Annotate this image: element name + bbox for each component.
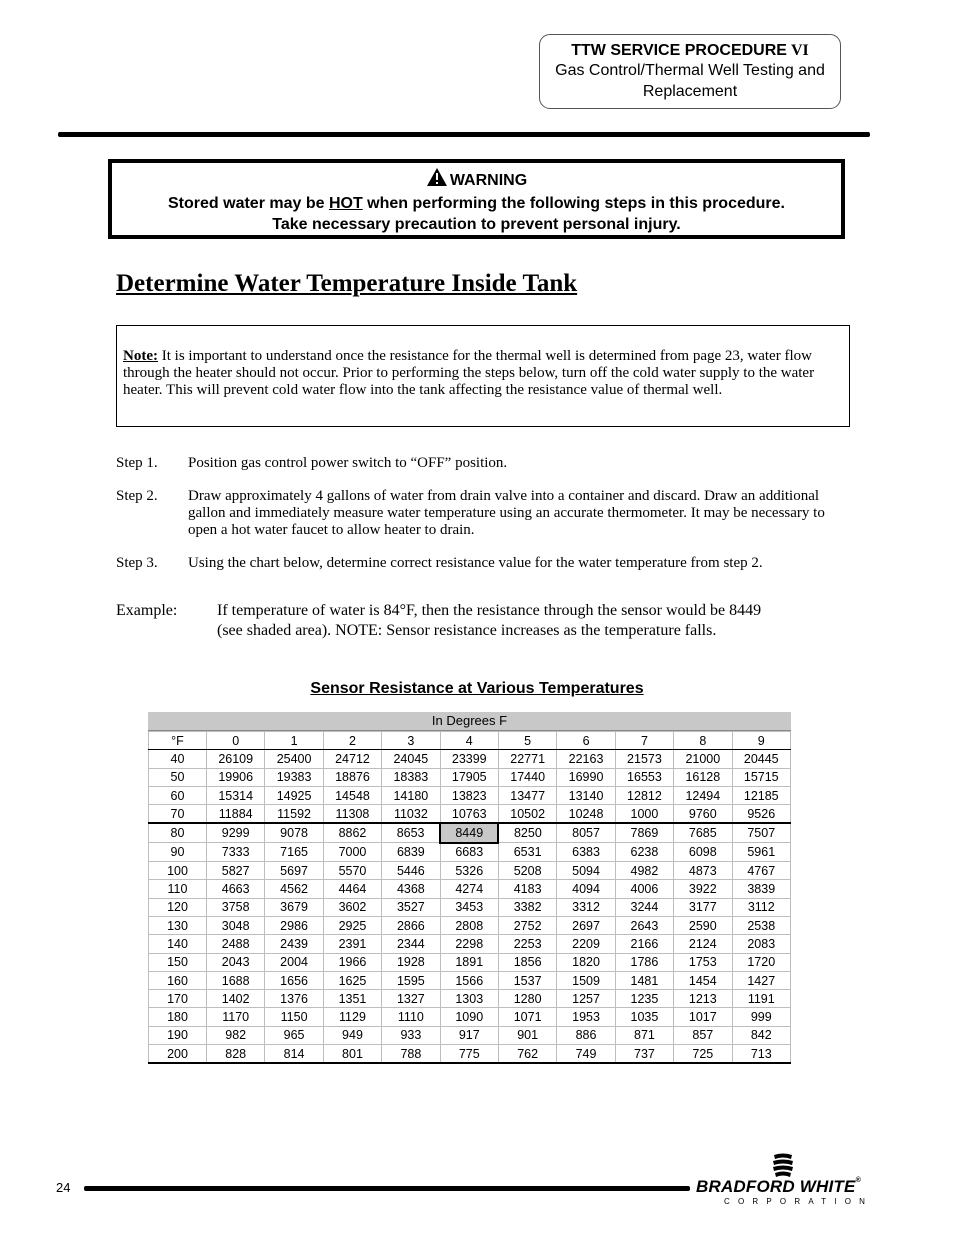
resistance-cell: 999: [732, 1008, 790, 1026]
table-row: [149, 843, 791, 862]
resistance-cell: 1035: [615, 1008, 673, 1026]
resistance-cell: 14548: [323, 786, 381, 804]
resistance-cell: 4873: [674, 862, 732, 880]
table-header-cell: 7: [615, 732, 673, 750]
resistance-cell: 2439: [265, 935, 323, 953]
warning-box: [108, 159, 845, 239]
resistance-cell: 1537: [498, 971, 556, 989]
resistance-cell: 1625: [323, 971, 381, 989]
resistance-cell: 22163: [557, 750, 615, 768]
resistance-cell: 933: [382, 1026, 440, 1044]
resistance-cell: 2124: [674, 935, 732, 953]
resistance-cell: 1566: [440, 971, 498, 989]
resistance-cell: 13477: [498, 786, 556, 804]
resistance-cell: 8653: [382, 823, 440, 842]
resistance-cell: 3922: [674, 880, 732, 898]
resistance-cell: 4094: [557, 880, 615, 898]
resistance-cell: 1170: [207, 1008, 265, 1026]
page-heading: Determine Water Temperature Inside Tank: [116, 270, 578, 297]
resistance-cell: 713: [732, 1045, 790, 1064]
logo-mark-icon: [770, 1152, 796, 1178]
table-row: [149, 953, 791, 971]
top-divider: [58, 132, 870, 137]
resistance-cell: 6839: [382, 843, 440, 862]
resistance-cell: 17440: [498, 768, 556, 786]
resistance-cell: 6683: [440, 843, 498, 862]
resistance-cell: 2083: [732, 935, 790, 953]
resistance-cell: 1595: [382, 971, 440, 989]
temperature-cell: 150: [149, 953, 207, 971]
resistance-cell: 3758: [207, 898, 265, 916]
table-caption: In Degrees F: [148, 712, 791, 731]
resistance-cell: 1402: [207, 990, 265, 1008]
resistance-cell: 13823: [440, 786, 498, 804]
resistance-cell: 1257: [557, 990, 615, 1008]
resistance-cell: 1720: [732, 953, 790, 971]
resistance-cell: 25400: [265, 750, 323, 768]
resistance-cell: 2925: [323, 916, 381, 934]
table-row: [149, 880, 791, 898]
temperature-cell: 120: [149, 898, 207, 916]
resistance-cell: 10248: [557, 805, 615, 824]
resistance-cell: 2004: [265, 953, 323, 971]
resistance-cell: 11884: [207, 805, 265, 824]
resistance-cell: 6098: [674, 843, 732, 862]
table-row: [149, 768, 791, 786]
resistance-cell: 1235: [615, 990, 673, 1008]
resistance-cell: 917: [440, 1026, 498, 1044]
example-text: If temperature of water is 84°F, then the resistance through the sensor would be 8449 (see shaded area). NOTE: Sensor resistance increases as the temperature falls.: [217, 602, 762, 639]
step-number: Step 1.: [116, 455, 158, 471]
resistance-cell: 1820: [557, 953, 615, 971]
resistance-cell: 1110: [382, 1008, 440, 1026]
resistance-cell: 9760: [674, 805, 732, 824]
resistance-cell: 762: [498, 1045, 556, 1064]
resistance-cell: 3048: [207, 916, 265, 934]
resistance-grid: [148, 731, 791, 1064]
resistance-cell: 5570: [323, 862, 381, 880]
resistance-cell: 20445: [732, 750, 790, 768]
resistance-cell: 18383: [382, 768, 440, 786]
resistance-cell: 26109: [207, 750, 265, 768]
resistance-cell: 1327: [382, 990, 440, 1008]
resistance-cell: 2166: [615, 935, 673, 953]
resistance-cell: 21573: [615, 750, 673, 768]
resistance-cell: 15314: [207, 786, 265, 804]
bradford-white-logo: [696, 1152, 876, 1210]
resistance-cell: 4368: [382, 880, 440, 898]
table-row: [149, 823, 791, 842]
temperature-cell: 100: [149, 862, 207, 880]
resistance-cell: 7869: [615, 823, 673, 842]
table-row: [149, 786, 791, 804]
table-header-cell: 3: [382, 732, 440, 750]
resistance-cell: 12185: [732, 786, 790, 804]
temperature-cell: 60: [149, 786, 207, 804]
resistance-cell: 8057: [557, 823, 615, 842]
warning-icon: [426, 167, 448, 193]
step-text: Draw approximately 4 gallons of water from drain valve into a container and discard. Draw an additional gallon and immediately measure water temperature using an accurate thermometer. It may be necessary to open a hot water faucet to allow heater to drain.: [188, 488, 825, 538]
resistance-cell: 1753: [674, 953, 732, 971]
resistance-cell: 1953: [557, 1008, 615, 1026]
table-header-cell: 0: [207, 732, 265, 750]
step-number: Step 2.: [116, 488, 158, 504]
temperature-cell: 40: [149, 750, 207, 768]
page-number: 24: [56, 1180, 71, 1195]
resistance-cell: 9078: [265, 823, 323, 842]
table-row: [149, 916, 791, 934]
temperature-cell: 170: [149, 990, 207, 1008]
temperature-cell: 200: [149, 1045, 207, 1064]
table-header-cell: 5: [498, 732, 556, 750]
table-header-cell: 2: [323, 732, 381, 750]
resistance-cell: 3527: [382, 898, 440, 916]
resistance-cell: 7165: [265, 843, 323, 862]
resistance-cell: 12812: [615, 786, 673, 804]
resistance-cell: 16990: [557, 768, 615, 786]
resistance-cell: 11032: [382, 805, 440, 824]
resistance-cell: 9299: [207, 823, 265, 842]
shaded-resistance-cell: 8449: [440, 823, 498, 842]
resistance-cell: 775: [440, 1045, 498, 1064]
table-row: [149, 935, 791, 953]
temperature-cell: 160: [149, 971, 207, 989]
resistance-cell: 9526: [732, 805, 790, 824]
resistance-cell: 24045: [382, 750, 440, 768]
warning-label: WARNING: [449, 172, 528, 189]
resistance-table: [148, 712, 791, 1064]
resistance-cell: 2808: [440, 916, 498, 934]
resistance-cell: 1376: [265, 990, 323, 1008]
resistance-cell: 1303: [440, 990, 498, 1008]
resistance-cell: 814: [265, 1045, 323, 1064]
table-row: [149, 1008, 791, 1026]
procedure-subtitle-line1: Gas Control/Thermal Well Testing and: [555, 62, 825, 79]
resistance-cell: 4982: [615, 862, 673, 880]
resistance-cell: 2209: [557, 935, 615, 953]
resistance-cell: 901: [498, 1026, 556, 1044]
table-row: [149, 750, 791, 768]
resistance-cell: 1090: [440, 1008, 498, 1026]
resistance-cell: 1017: [674, 1008, 732, 1026]
table-row: [149, 1026, 791, 1044]
resistance-cell: 871: [615, 1026, 673, 1044]
resistance-cell: 965: [265, 1026, 323, 1044]
temperature-cell: 80: [149, 823, 207, 842]
resistance-cell: 982: [207, 1026, 265, 1044]
resistance-cell: 4183: [498, 880, 556, 898]
table-row: [149, 990, 791, 1008]
resistance-cell: 4663: [207, 880, 265, 898]
resistance-cell: 3312: [557, 898, 615, 916]
resistance-cell: 4006: [615, 880, 673, 898]
bottom-divider: [84, 1186, 690, 1191]
resistance-cell: 7685: [674, 823, 732, 842]
resistance-cell: 17905: [440, 768, 498, 786]
resistance-cell: 1150: [265, 1008, 323, 1026]
procedure-subtitle-line2: Replacement: [642, 83, 738, 100]
resistance-cell: 1071: [498, 1008, 556, 1026]
resistance-cell: 24712: [323, 750, 381, 768]
resistance-cell: 16553: [615, 768, 673, 786]
resistance-cell: 5446: [382, 862, 440, 880]
temperature-cell: 190: [149, 1026, 207, 1044]
resistance-cell: 5961: [732, 843, 790, 862]
resistance-cell: 5326: [440, 862, 498, 880]
resistance-cell: 14925: [265, 786, 323, 804]
resistance-cell: 3679: [265, 898, 323, 916]
table-header-cell: 8: [674, 732, 732, 750]
resistance-cell: 857: [674, 1026, 732, 1044]
resistance-cell: 886: [557, 1026, 615, 1044]
resistance-cell: 801: [323, 1045, 381, 1064]
table-row: [149, 1045, 791, 1064]
resistance-cell: 2298: [440, 935, 498, 953]
resistance-cell: 1966: [323, 953, 381, 971]
resistance-cell: 2391: [323, 935, 381, 953]
warning-line1: Stored water may be HOT when performing the following steps in this procedure.: [168, 195, 785, 212]
resistance-cell: 1000: [615, 805, 673, 824]
temperature-cell: 70: [149, 805, 207, 824]
resistance-cell: 2643: [615, 916, 673, 934]
table-row: [149, 862, 791, 880]
resistance-cell: 7333: [207, 843, 265, 862]
resistance-cell: 5827: [207, 862, 265, 880]
resistance-cell: 1427: [732, 971, 790, 989]
resistance-cell: 15715: [732, 768, 790, 786]
resistance-cell: 1481: [615, 971, 673, 989]
resistance-cell: 14180: [382, 786, 440, 804]
resistance-cell: 1891: [440, 953, 498, 971]
table-row: [149, 971, 791, 989]
resistance-cell: 3602: [323, 898, 381, 916]
table-header-cell: °F: [149, 732, 207, 750]
procedure-numeral: VI: [790, 42, 809, 59]
resistance-cell: 3112: [732, 898, 790, 916]
resistance-cell: 2488: [207, 935, 265, 953]
resistance-cell: 19906: [207, 768, 265, 786]
temperature-cell: 50: [149, 768, 207, 786]
resistance-cell: 842: [732, 1026, 790, 1044]
resistance-cell: 749: [557, 1045, 615, 1064]
resistance-cell: 1509: [557, 971, 615, 989]
resistance-cell: 788: [382, 1045, 440, 1064]
resistance-cell: 12494: [674, 786, 732, 804]
resistance-cell: 13140: [557, 786, 615, 804]
resistance-cell: 4464: [323, 880, 381, 898]
resistance-cell: 19383: [265, 768, 323, 786]
resistance-cell: 16128: [674, 768, 732, 786]
resistance-cell: 1928: [382, 953, 440, 971]
resistance-cell: 11592: [265, 805, 323, 824]
table-title: Sensor Resistance at Various Temperatures: [310, 680, 644, 697]
table-header-row: [149, 732, 791, 750]
table-header-cell: 6: [557, 732, 615, 750]
resistance-cell: 1213: [674, 990, 732, 1008]
resistance-cell: 828: [207, 1045, 265, 1064]
temperature-cell: 110: [149, 880, 207, 898]
resistance-cell: 3244: [615, 898, 673, 916]
table-row: [149, 805, 791, 824]
resistance-cell: 10763: [440, 805, 498, 824]
resistance-cell: 3382: [498, 898, 556, 916]
resistance-cell: 5094: [557, 862, 615, 880]
example-label: Example:: [116, 602, 178, 619]
resistance-cell: 6531: [498, 843, 556, 862]
resistance-cell: 2697: [557, 916, 615, 934]
procedure-header-box: [539, 34, 841, 109]
resistance-cell: 4767: [732, 862, 790, 880]
resistance-cell: 23399: [440, 750, 498, 768]
logo-subtitle: CORPORATION: [724, 1197, 874, 1206]
resistance-cell: 5208: [498, 862, 556, 880]
resistance-cell: 3839: [732, 880, 790, 898]
step-number: Step 3.: [116, 555, 158, 571]
resistance-cell: 3453: [440, 898, 498, 916]
resistance-cell: 2344: [382, 935, 440, 953]
resistance-cell: 1688: [207, 971, 265, 989]
resistance-cell: 949: [323, 1026, 381, 1044]
temperature-cell: 140: [149, 935, 207, 953]
note-box: [116, 325, 850, 427]
resistance-cell: 1454: [674, 971, 732, 989]
resistance-cell: 1351: [323, 990, 381, 1008]
resistance-cell: 2590: [674, 916, 732, 934]
resistance-cell: 22771: [498, 750, 556, 768]
resistance-cell: 3177: [674, 898, 732, 916]
resistance-cell: 1656: [265, 971, 323, 989]
resistance-cell: 6383: [557, 843, 615, 862]
resistance-cell: 737: [615, 1045, 673, 1064]
temperature-cell: 180: [149, 1008, 207, 1026]
table-header-cell: 1: [265, 732, 323, 750]
resistance-cell: 18876: [323, 768, 381, 786]
resistance-cell: 5697: [265, 862, 323, 880]
resistance-cell: 2538: [732, 916, 790, 934]
step-text: Using the chart below, determine correct resistance value for the water temperature from step 2.: [188, 555, 763, 571]
resistance-cell: 725: [674, 1045, 732, 1064]
resistance-cell: 21000: [674, 750, 732, 768]
resistance-cell: 1280: [498, 990, 556, 1008]
resistance-cell: 1191: [732, 990, 790, 1008]
resistance-cell: 11308: [323, 805, 381, 824]
temperature-cell: 130: [149, 916, 207, 934]
temperature-cell: 90: [149, 843, 207, 862]
resistance-cell: 4562: [265, 880, 323, 898]
table-row: [149, 898, 791, 916]
resistance-cell: 2043: [207, 953, 265, 971]
resistance-cell: 8250: [498, 823, 556, 842]
resistance-cell: 6238: [615, 843, 673, 862]
note-text: It is important to understand once the resistance for the thermal well is determined from page 23, water flow through the heater should not occur. Prior to performing the steps below, turn off the cold water supply to the water heater. This will prevent cold water flow into the tank affecting the resistance value of thermal well.: [123, 348, 815, 398]
resistance-cell: 10502: [498, 805, 556, 824]
resistance-cell: 2866: [382, 916, 440, 934]
table-header-cell: 9: [732, 732, 790, 750]
note-label: Note:: [123, 348, 158, 364]
logo-name: BRADFORD WHITE®: [696, 1177, 861, 1196]
resistance-cell: 7507: [732, 823, 790, 842]
warning-line2: Take necessary precaution to prevent personal injury.: [272, 216, 681, 233]
resistance-cell: 1129: [323, 1008, 381, 1026]
resistance-cell: 1856: [498, 953, 556, 971]
resistance-cell: 8862: [323, 823, 381, 842]
procedure-title: TTW SERVICE PROCEDURE VI: [571, 42, 809, 59]
resistance-cell: 2986: [265, 916, 323, 934]
step-text: Position gas control power switch to “OFF” position.: [188, 455, 508, 471]
resistance-cell: 2752: [498, 916, 556, 934]
resistance-cell: 2253: [498, 935, 556, 953]
resistance-cell: 4274: [440, 880, 498, 898]
table-header-cell: 4: [440, 732, 498, 750]
resistance-cell: 1786: [615, 953, 673, 971]
resistance-cell: 7000: [323, 843, 381, 862]
